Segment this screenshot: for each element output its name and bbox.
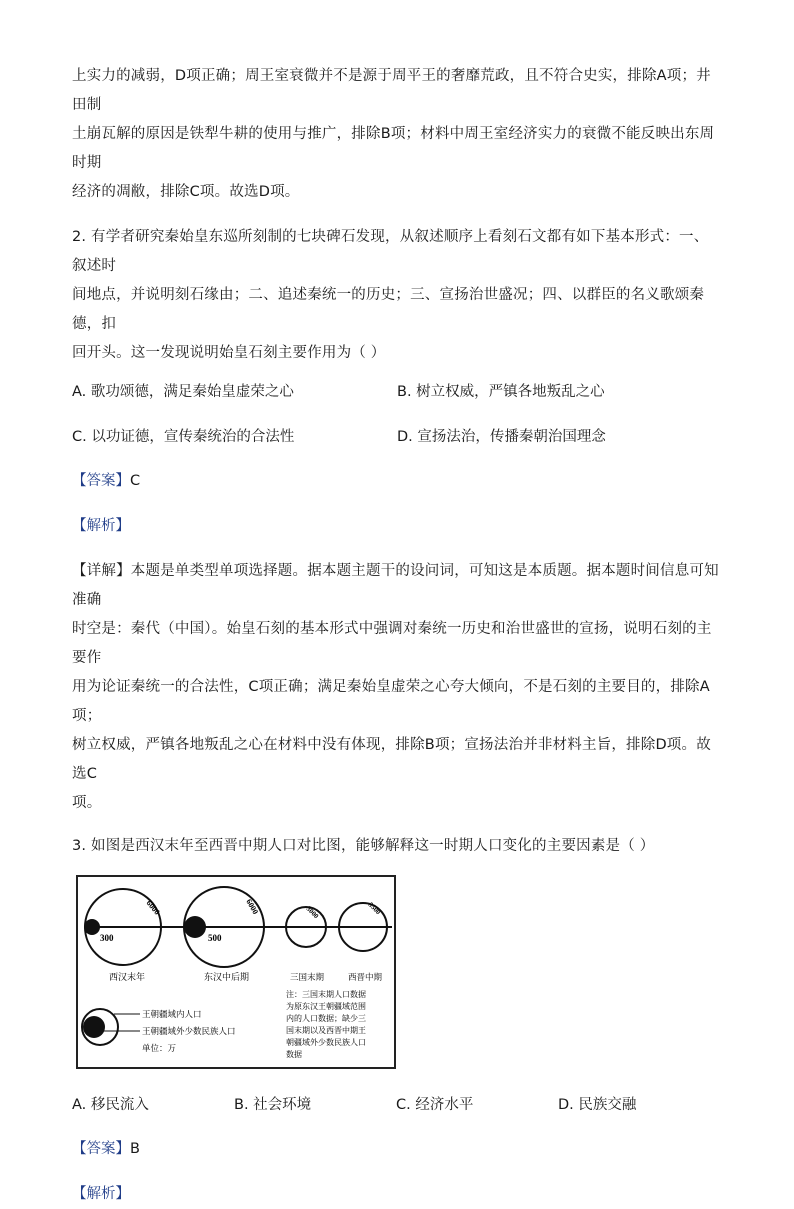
option-a: A. 移民流入: [72, 1097, 149, 1113]
xihan-outer-value: 300: [100, 933, 114, 943]
circle-xihan-outer: [84, 919, 100, 935]
detail-line: 项。: [72, 795, 102, 811]
answer-line: [72, 467, 722, 496]
option-c: C. 经济水平: [396, 1097, 474, 1113]
note-line: 国末期以及西晋中期王: [286, 1026, 366, 1035]
question-2-stem-line: 间地点，并说明刻石缘由；二、追述秦统一的历史；三、宣扬治世盛况；四、以群臣的名义歌颂秦德，扣: [72, 287, 705, 332]
sanguo-label: 三国末期: [290, 972, 325, 982]
question-3-options-row: [72, 1091, 722, 1120]
option-d: D. 民族交融: [558, 1097, 637, 1113]
option-c: C. 以功证德，宣传秦统治的合法性: [72, 429, 295, 445]
analysis-label: 【解析】: [72, 1186, 130, 1202]
detail-line: 【详解】本题是单类型单项选择题。据本题主题干的设问词，可知这是本质题。据本题时间信息可知准确: [72, 563, 719, 608]
population-diagram: [78, 877, 394, 1067]
answer-value: B: [130, 1141, 140, 1157]
paragraph-line: 经济的凋敝，排除C项。故选D项。: [72, 184, 300, 200]
answer-value: C: [130, 473, 141, 489]
legend-outer-label: 王朝疆域外少数民族人口: [142, 1026, 236, 1036]
note-line: 注：三国末期人口数据: [286, 990, 366, 999]
option-b: B. 树立权威，严镇各地叛乱之心: [397, 384, 605, 400]
question-2-stem-line: 回开头。这一发现说明始皇石刻主要作用为（ ）: [72, 345, 386, 361]
detail-line: 用为论证秦统一的合法性，C项正确；满足秦始皇虚荣之心夸大倾向，不是石刻的主要目的，排除A项；: [72, 679, 710, 724]
question-2-options-row-2: [72, 423, 722, 452]
note-line: 数据: [286, 1050, 302, 1059]
donghan-inner-value: 6000: [244, 897, 261, 916]
paragraph-line: 土崩瓦解的原因是铁犁牛耕的使用与推广，排除B项；材料中周王室经济实力的衰微不能反映出东周时期: [72, 126, 715, 171]
xijin-label: 西晋中期: [348, 972, 383, 982]
option-b: B. 社会环境: [234, 1097, 312, 1113]
answer-label: 【答案】: [72, 1141, 130, 1157]
xihan-inner-value: 6000: [144, 898, 162, 917]
paragraph-line: 上实力的减弱，D项正确；周王室衰微并不是源于周平王的奢靡荒政，且不符合史实，排除A项；井田制: [72, 68, 711, 113]
legend-outer-icon: [83, 1016, 105, 1038]
option-d: D. 宣扬法治，传播秦朝治国理念: [397, 429, 606, 445]
note-line: 内的人口数据；缺少三: [286, 1014, 366, 1023]
note-line: 朝疆域外少数民族人口: [286, 1038, 366, 1047]
analysis-line: [72, 512, 722, 541]
circle-donghan-outer: [184, 916, 206, 938]
xijin-inner-value: 3500: [366, 900, 383, 917]
donghan-outer-value: 500: [208, 933, 222, 943]
xihan-label: 西汉末年: [109, 972, 146, 982]
donghan-label: 东汉中后期: [204, 972, 250, 982]
population-comparison-figure: [76, 875, 396, 1069]
detail-line: 时空是：秦代（中国）。始皇石刻的基本形式中强调对秦统一历史和治世盛世的宣扬，说明石刻的主要作: [72, 621, 712, 666]
analysis-label: 【解析】: [72, 518, 130, 534]
unit-label: 单位：万: [142, 1043, 177, 1053]
note-line: 为原东汉王朝疆域范围: [286, 1002, 366, 1011]
sanguo-inner-value: 3000: [304, 904, 321, 921]
answer-line: [72, 1135, 722, 1164]
question-3-stem: 3. 如图是西汉末年至西晋中期人口对比图，能够解释这一时期人口变化的主要因素是（ ）: [72, 838, 655, 854]
question-2-stem-line: 2. 有学者研究秦始皇东巡所刻制的七块碑石发现，从叙述顺序上看刻石文都有如下基本形式：一、叙述时: [72, 229, 709, 274]
option-a: A. 歌功颂德，满足秦始皇虚荣之心: [72, 384, 294, 400]
answer-label: 【答案】: [72, 473, 130, 489]
detail-line: 树立权威，严镇各地叛乱之心在材料中没有体现，排除B项；宣扬法治并非材料主旨，排除D项。故选C: [72, 737, 711, 782]
analysis-line: [72, 1180, 722, 1209]
question-2-options-row-1: [72, 378, 722, 407]
document-page: [72, 62, 722, 1209]
legend-inner-label: 王朝疆域内人口: [142, 1009, 202, 1019]
